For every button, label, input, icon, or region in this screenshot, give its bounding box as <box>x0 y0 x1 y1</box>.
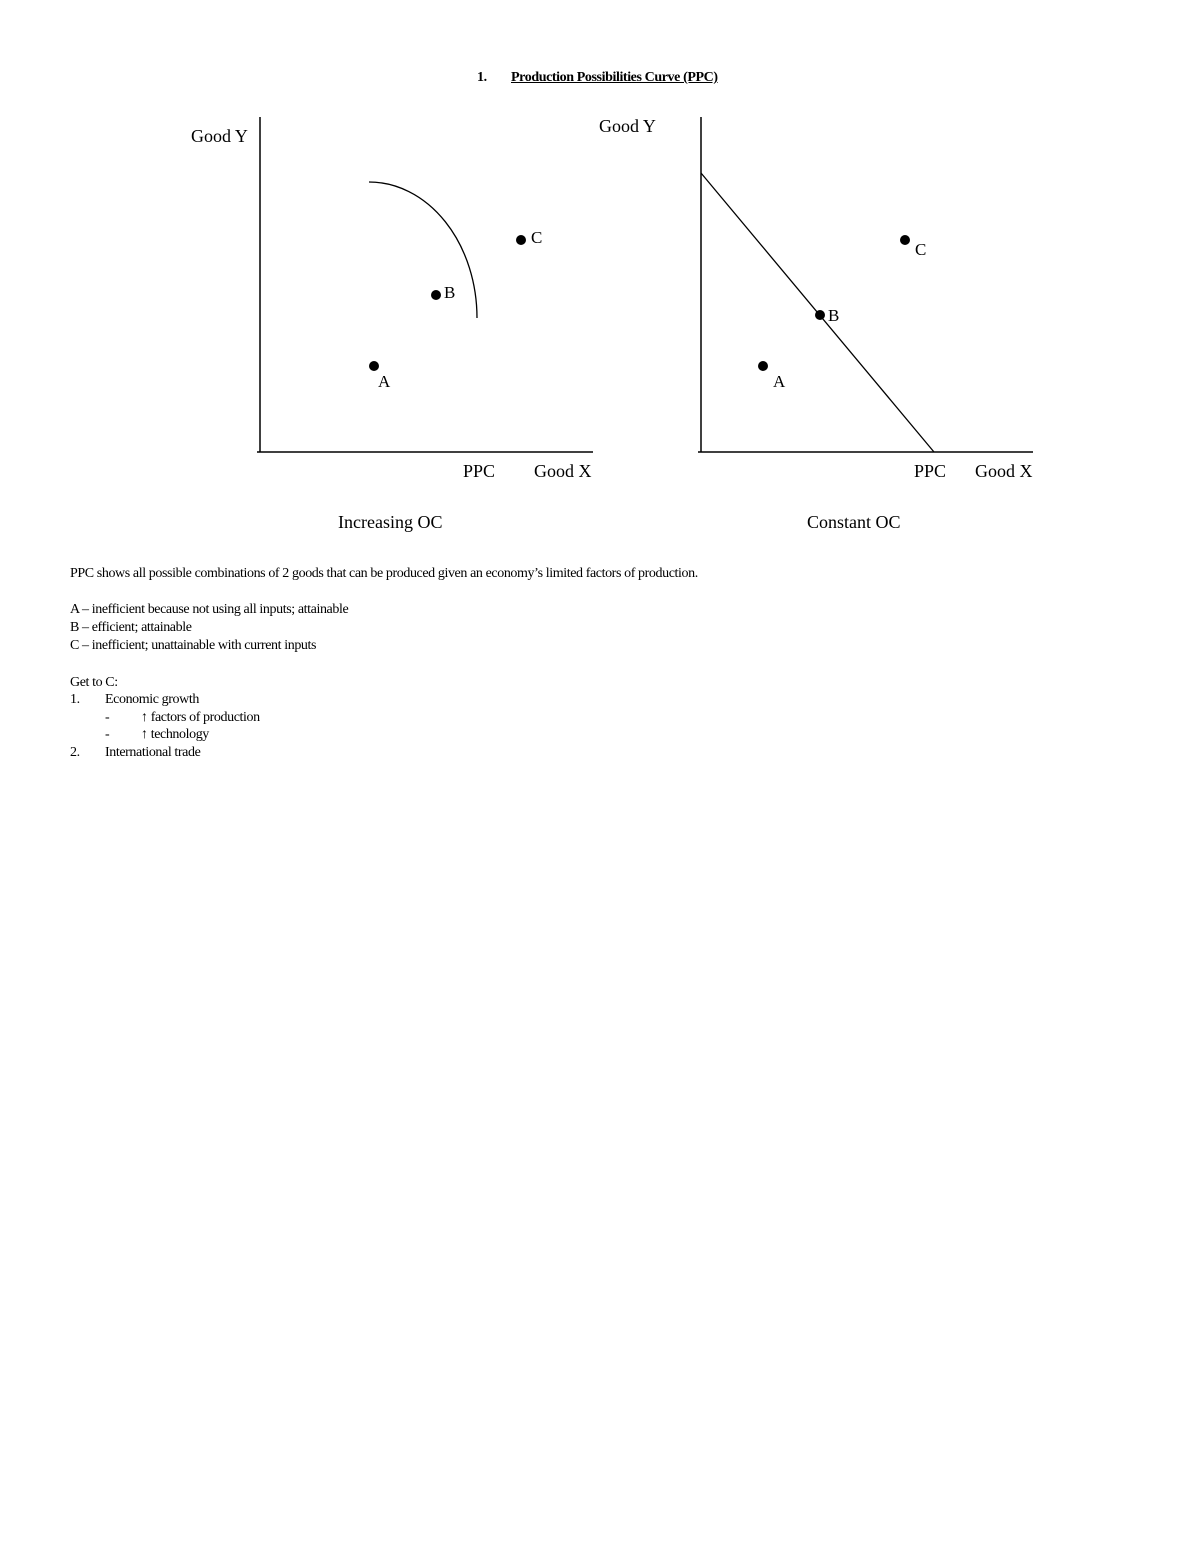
point-note-c: C – inefficient; unattainable with current inputs <box>70 638 317 653</box>
point-b-label: B <box>828 306 840 325</box>
point-b-marker <box>815 310 825 320</box>
get-to-c-label: Get to C: <box>70 675 118 690</box>
sublist-item-technology: ↑ technology <box>141 727 209 742</box>
point-a-marker <box>758 361 768 371</box>
point-b-marker <box>431 290 441 300</box>
sublist-marker: - <box>105 710 110 725</box>
point-b-label: B <box>444 283 456 302</box>
section-title: Production Possibilities Curve (PPC) <box>511 70 718 85</box>
sublist-item-factors: ↑ factors of production <box>141 710 260 725</box>
list-item-international-trade: International trade <box>105 745 201 760</box>
x-axis-label: Good X <box>534 461 592 481</box>
ppc-graphs <box>0 0 1200 560</box>
point-note-a: A – inefficient because not using all inputs; attainable <box>70 602 349 617</box>
curve-label: PPC <box>463 461 496 481</box>
list-item-economic-growth: Economic growth <box>105 692 199 707</box>
ppc-definition: PPC shows all possible combinations of 2 goods that can be produced given an economy’s limited factors of production. <box>70 566 698 581</box>
x-axis-label: Good X <box>975 461 1033 481</box>
ppc-curve <box>369 182 477 318</box>
y-axis-label: Good Y <box>599 116 656 136</box>
graph-caption: Increasing OC <box>338 512 443 532</box>
point-c-marker <box>900 235 910 245</box>
point-a-label: A <box>773 372 786 391</box>
point-note-b: B – efficient; attainable <box>70 620 192 635</box>
graph-constant-oc <box>599 116 1033 532</box>
list-item-number: 1. <box>70 692 80 707</box>
graph-increasing-oc <box>191 117 593 532</box>
section-number: 1. <box>477 70 487 85</box>
point-a-label: A <box>378 372 391 391</box>
point-c-marker <box>516 235 526 245</box>
point-c-label: C <box>915 240 927 259</box>
graph-caption: Constant OC <box>807 512 901 532</box>
curve-label: PPC <box>914 461 947 481</box>
point-a-marker <box>369 361 379 371</box>
sublist-marker: - <box>105 727 110 742</box>
list-item-number: 2. <box>70 745 80 760</box>
point-c-label: C <box>531 228 543 247</box>
y-axis-label: Good Y <box>191 126 248 146</box>
